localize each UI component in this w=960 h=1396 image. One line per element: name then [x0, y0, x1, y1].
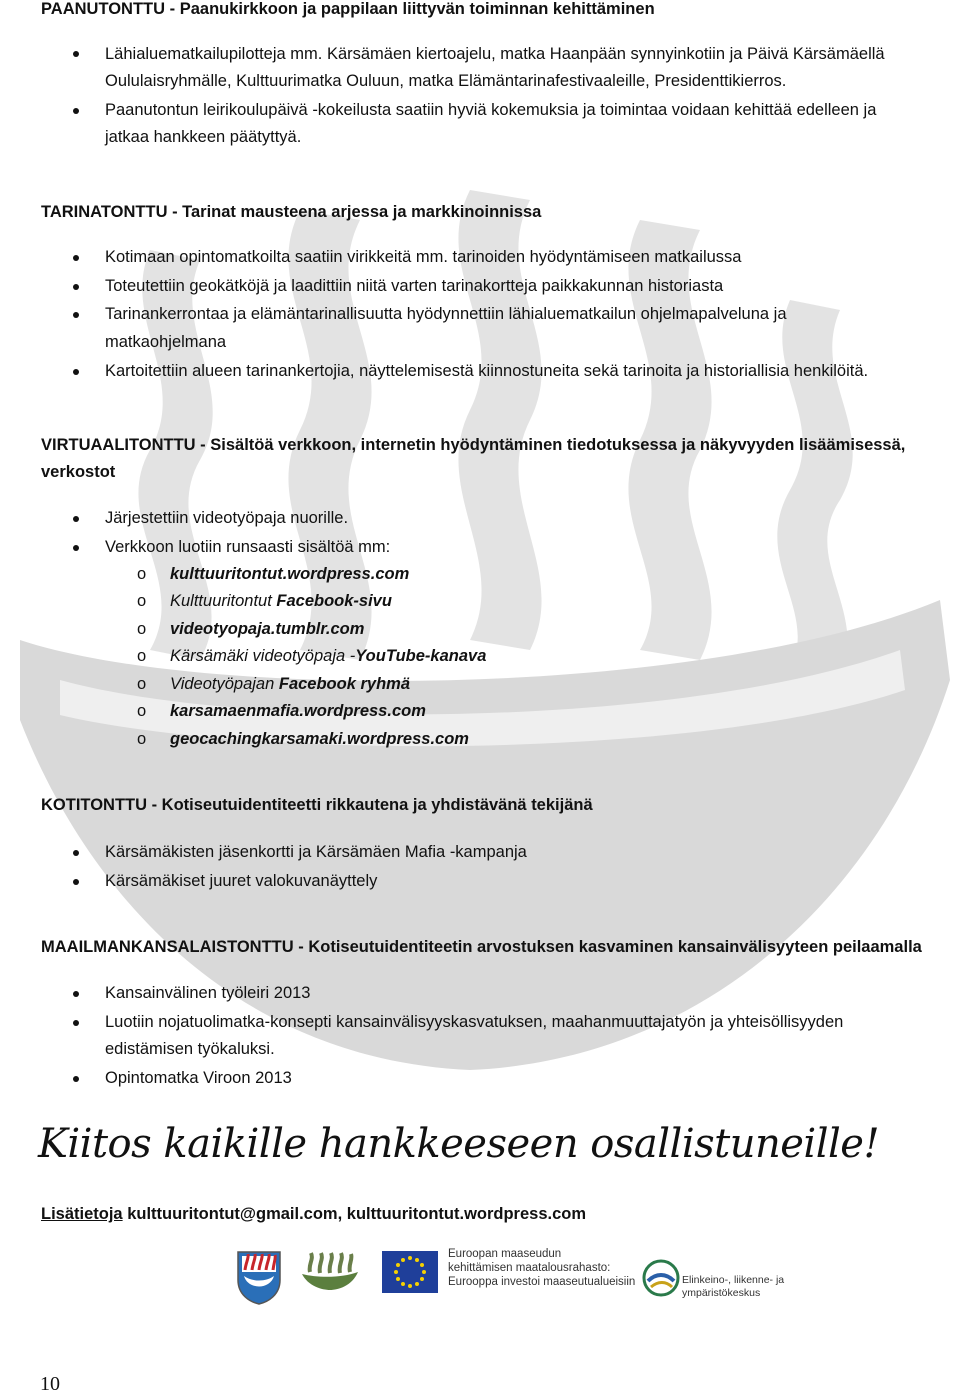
- contact-line: [41, 1201, 586, 1228]
- bullet-icon: [73, 545, 79, 551]
- eu-flag-icon: [382, 1251, 438, 1293]
- list-item: Kotimaan opintomatkoilta saatiin virikkeitä mm. tarinoiden hyödyntämiseen matkailussa: [105, 248, 742, 266]
- section-heading-virtuaalitonttu-cont: verkostot: [41, 463, 116, 481]
- ely-text-line: Elinkeino-, liikenne- ja: [682, 1274, 785, 1286]
- bullet-icon: [73, 312, 79, 318]
- list-item: Lähialuematkailupilotteja mm. Kärsämäen kiertoajelu, matka Haanpään synnyinkotiin ja Päivä Kärsämäellä: [105, 45, 885, 63]
- list-item: Paanutontun leirikoulupäivä -kokeilusta saatiin hyviä kokemuksia ja toimintaa voidaan kehittää edelleen ja: [105, 101, 877, 119]
- sub-list-item: [137, 561, 409, 589]
- bullet-icon: [73, 284, 79, 290]
- sub-item-text: Kulttuuritontut: [170, 592, 277, 610]
- boat-elves-logo-icon: [298, 1252, 362, 1292]
- sub-item-link-text: karsamaenmafia.wordpress.com: [170, 702, 426, 720]
- list-item: Kärsämäkiset juuret valokuvanäyttely: [105, 872, 378, 890]
- sub-item-link-text: YouTube-kanava: [355, 647, 487, 665]
- ely-centre-logo-icon: [642, 1259, 680, 1297]
- sponsor-logos: [0, 1247, 960, 1307]
- list-item: Verkkoon luotiin runsaasti sisältöä mm:: [105, 538, 391, 556]
- contact-text: kulttuuritontut@gmail.com, kulttuuritontut.wordpress.com: [122, 1205, 587, 1223]
- thanks-script-text: Kiitos kaikille hankkeeseen osallistuneille!: [38, 1121, 880, 1167]
- sub-list-item: [137, 671, 410, 699]
- list-item: Kartoitettiin alueen tarinankertojia, näyttelemisestä kiinnostuneita sekä tarinoita ja historiallisia henkilöitä.: [105, 362, 869, 380]
- bullet-icon: [73, 1020, 79, 1026]
- sub-bullet-marker: o: [137, 730, 147, 748]
- page-number: 10: [40, 1373, 60, 1395]
- sub-item-link-text: Facebook ryhmä: [278, 675, 411, 693]
- bullet-icon: [73, 516, 79, 522]
- sub-item-link-text: videotyopaja.tumblr.com: [170, 620, 365, 638]
- bullet-icon: [73, 51, 79, 57]
- contact-label: Lisätietoja: [41, 1205, 123, 1223]
- sub-list-item: [137, 643, 486, 671]
- sub-item-link-text: Facebook-sivu: [276, 592, 392, 610]
- sub-list-item: [137, 616, 364, 644]
- ely-centre-text: [682, 1274, 784, 1299]
- bullet-icon: [73, 879, 79, 885]
- sub-list-item: [137, 726, 469, 754]
- bullet-icon: [73, 991, 79, 997]
- list-item: Järjestettiin videotyöpaja nuorille.: [105, 509, 349, 527]
- sub-bullet-marker: o: [137, 675, 147, 693]
- section-heading-tarinatonttu: TARINATONTTU - Tarinat mausteena arjessa ja markkinoinnissa: [41, 203, 542, 221]
- bullet-icon: [73, 369, 79, 375]
- bullet-icon: [73, 255, 79, 261]
- list-item-continuation: Oululaisryhmälle, Kulttuurimatka Ouluun, matka Elämäntarinafestivaaleille, Presidenttikierros.: [105, 72, 787, 90]
- eu-text-line: kehittämisen maatalousrahasto:: [448, 1262, 611, 1274]
- sub-list-item: [137, 588, 392, 616]
- list-item-continuation: edistämisen työkaluksi.: [105, 1040, 275, 1058]
- section-heading-kotitonttu: KOTITONTTU - Kotiseutuidentiteetti rikkautena ja yhdistävänä tekijänä: [41, 796, 593, 814]
- bullet-icon: [73, 108, 79, 114]
- list-item-continuation: jatkaa hankkeen päätyttyä.: [105, 128, 302, 146]
- municipal-coat-of-arms-icon: [236, 1250, 282, 1305]
- sub-list-item: [137, 698, 426, 726]
- sub-bullet-marker: o: [137, 620, 147, 638]
- list-item-continuation: matkaohjelmana: [105, 333, 227, 351]
- list-item: Tarinankerrontaa ja elämäntarinallisuutta hyödynnettiin lähialuematkailun ohjelmapalveluna ja: [105, 305, 787, 323]
- bullet-icon: [73, 1076, 79, 1082]
- eu-fund-text: [448, 1247, 635, 1289]
- eu-text-line: Euroopan maaseudun: [448, 1248, 562, 1260]
- list-item: Luotiin nojatuolimatka-konsepti kansainvälisyyskasvatuksen, maahanmuuttajatyön ja yhteisöllisyyden: [105, 1013, 844, 1031]
- sub-bullet-marker: o: [137, 647, 147, 665]
- sub-item-text: Videotyöpajan: [170, 675, 279, 693]
- list-item: Toteutettiin geokätköjä ja laadittiin niitä varten tarinakortteja paikkakunnan historiasta: [105, 277, 724, 295]
- list-item: Opintomatka Viroon 2013: [105, 1069, 292, 1087]
- list-item: Kärsämäkisten jäsenkortti ja Kärsämäen Mafia -kampanja: [105, 843, 527, 861]
- section-heading-virtuaalitonttu: VIRTUAALITONTTU - Sisältöä verkkoon, internetin hyödyntäminen tiedotuksessa ja näkyvyyden lisäämisessä,: [41, 436, 906, 454]
- sub-item-text: Kärsämäki videotyöpaja -: [170, 647, 356, 665]
- list-item: Kansainvälinen työleiri 2013: [105, 984, 311, 1002]
- sub-item-link-text: geocachingkarsamaki.wordpress.com: [170, 730, 469, 748]
- bullet-icon: [73, 850, 79, 856]
- section-heading-maailmankansalaistonttu: MAAILMANKANSALAISTONTTU - Kotiseutuidentiteetin arvostuksen kasvaminen kansainvälisyyteen peilaamalla: [41, 938, 922, 956]
- sub-item-link-text: kulttuuritontut.wordpress.com: [170, 565, 410, 583]
- sub-bullet-marker: o: [137, 702, 147, 720]
- ely-text-line: ympäristökeskus: [682, 1286, 761, 1299]
- sub-bullet-marker: o: [137, 565, 147, 583]
- sub-bullet-marker: o: [137, 592, 147, 610]
- section-heading-paanutonttu: PAANUTONTTU - Paanukirkkoon ja pappilaan liittyvän toiminnan kehittäminen: [41, 0, 655, 18]
- eu-text-line: Eurooppa investoi maaseutualueisiin: [448, 1276, 636, 1288]
